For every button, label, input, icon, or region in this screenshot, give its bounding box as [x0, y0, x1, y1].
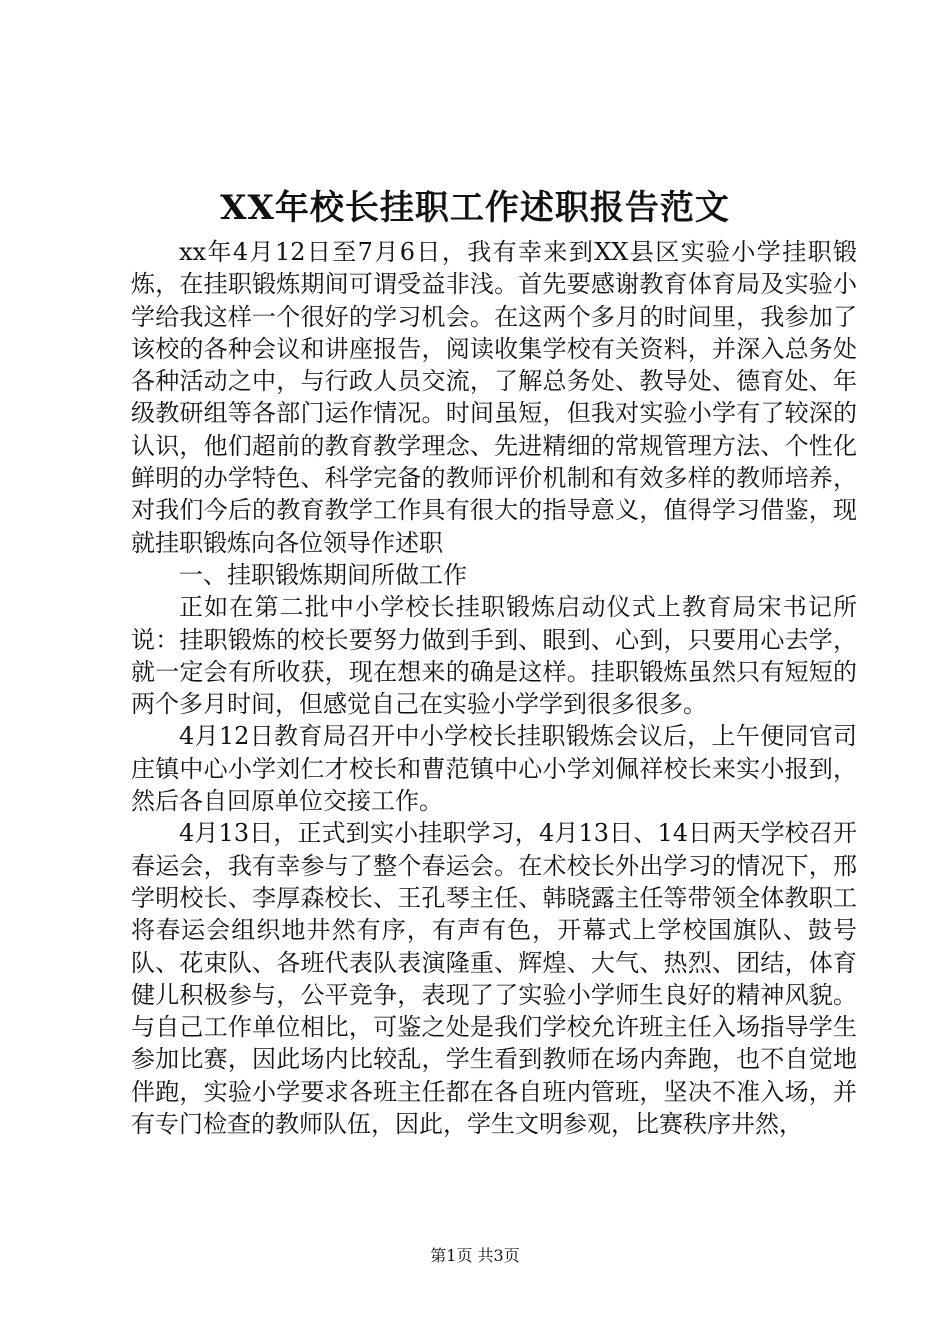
paragraph-april-12: 4月12日教育局召开中小学校长挂职锻炼会议后，上午便同官司庄镇中心小学刘仁才校长和曹范镇中心小学刘佩祥校长来实小报到，然后各自回原单位交接工作。 [131, 722, 857, 816]
paragraph-april-13: 4月13日，正式到实小挂职学习，4月13日、14日两天学校召开春运会，我有幸参与了整个春运会。在术校长外出学习的情况下，邢学明校长、李厚森校长、王孔琴主任、韩晓露主任等带领全体教职工将春运会组织地井然有序，有声有色，开幕式上学校国旗队、鼓号队、花束队、各班代表队表演隆重、辉煌、大气、热烈、团结，体育健儿积极参与，公平竞争，表现了了实验小学师生良好的精神风貌。与自己工作单位相比，可鉴之处是我们学校允许班主任入场指导学生参加比赛，因此场内比较乱，学生看到教师在场内奔跑，也不自觉地伴跑，实验小学要求各班主任都在各自班内管班，坚决不准入场，并有专门检查的教师队伍，因此，学生文明参观，比赛秩序井然， [131, 819, 857, 1139]
document-title: XX年校长挂职工作述职报告范文 [220, 188, 730, 228]
paragraph-intro: xx年4月12日至7月6日，我有幸来到XX县区实验小学挂职锻炼，在挂职锻炼期间可谓受益非浅。首先要感谢教育体育局及实验小学给我这样一个很好的学习机会。在这两个多月的时间里，我参加了该校的各种会议和讲座报告，阅读收集学校有关资料，并深入总务处各种活动之中，与行政人员交流，了解总务处、教导处、德育处、年级教研组等各部门运作情况。时间虽短，但我对实验小学有了较深的认识，他们超前的教育教学理念、先进精细的常规管理方法、个性化鲜明的办学特色、科学完备的教师评价机制和有效多样的教师培养，对我们今后的教育教学工作具有很大的指导意义，值得学习借鉴，现就挂职锻炼向各位领导作述职 [131, 238, 857, 557]
section-heading-1: 一、挂职锻炼期间所做工作 [179, 560, 467, 589]
paragraph-quote: 正如在第二批中小学校长挂职锻炼启动仪式上教育局宋书记所说：挂职锻炼的校长要努力做到手到、眼到、心到，只要用心去学，就一定会有所收获，现在想来的确是这样。挂职锻炼虽然只有短短的两个多月时间，但感觉自己在实验小学学到很多很多。 [131, 593, 857, 719]
page-footer: 第1页 共3页 [430, 1246, 520, 1265]
document-body [131, 236, 857, 1140]
